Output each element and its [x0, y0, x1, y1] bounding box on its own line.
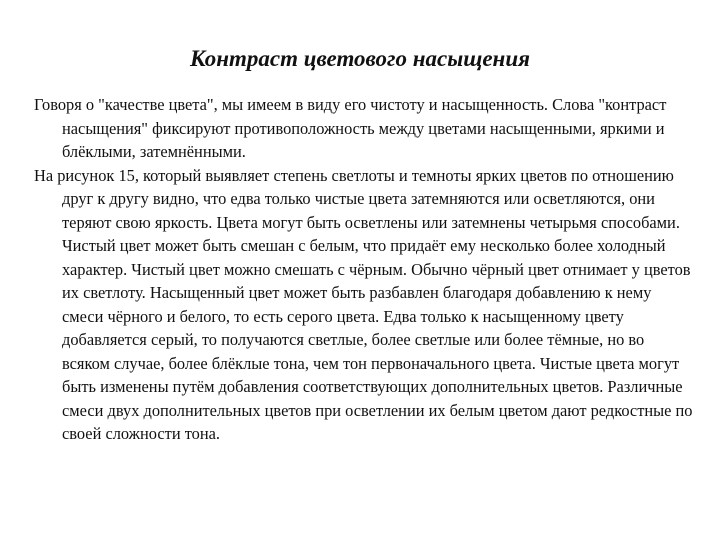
slide-title: Контраст цветового насыщения — [190, 46, 530, 71]
slide-body — [34, 93, 694, 446]
paragraph-figure-15: На рисунок 15, который выявляет степень светлоты и темноты ярких цветов по отношению друг к другу видно, что едва только чистые цвета затемняются или осветляются, они теряют свою яркость. Цвета могут быть осветлены или затемнены четырьмя способами. Чистый цвет может быть смешан с белым, что придаёт ему несколько более холодный характер. Чистый цвет можно смешать с чёрным. Обычно чёрный цвет отнимает у цветов их светлоту. Насыщенный цвет может быть разбавлен благодаря добавлению к нему смеси чёрного и белого, то есть серого цвета. Едва только к насыщенному цвету добавляется серый, то получаются светлые, более светлые или более тёмные, но во всяком случае, более блёклые тона, чем тон первоначального цвета. Чистые цвета могут быть изменены путём добавления соответствующих дополнительных цветов. Различные смеси двух дополнительных цветов при осветлении их белым цветом дают редкостные по своей сложности тона. — [34, 165, 693, 443]
paragraph-quality-of-color: Говоря о "качестве цвета", мы имеем в виду его чистоту и насыщенность. Слова "контраст насыщения" фиксируют противоположность между цветами насыщенными, яркими и блёклыми, затемнёнными. — [34, 95, 667, 161]
